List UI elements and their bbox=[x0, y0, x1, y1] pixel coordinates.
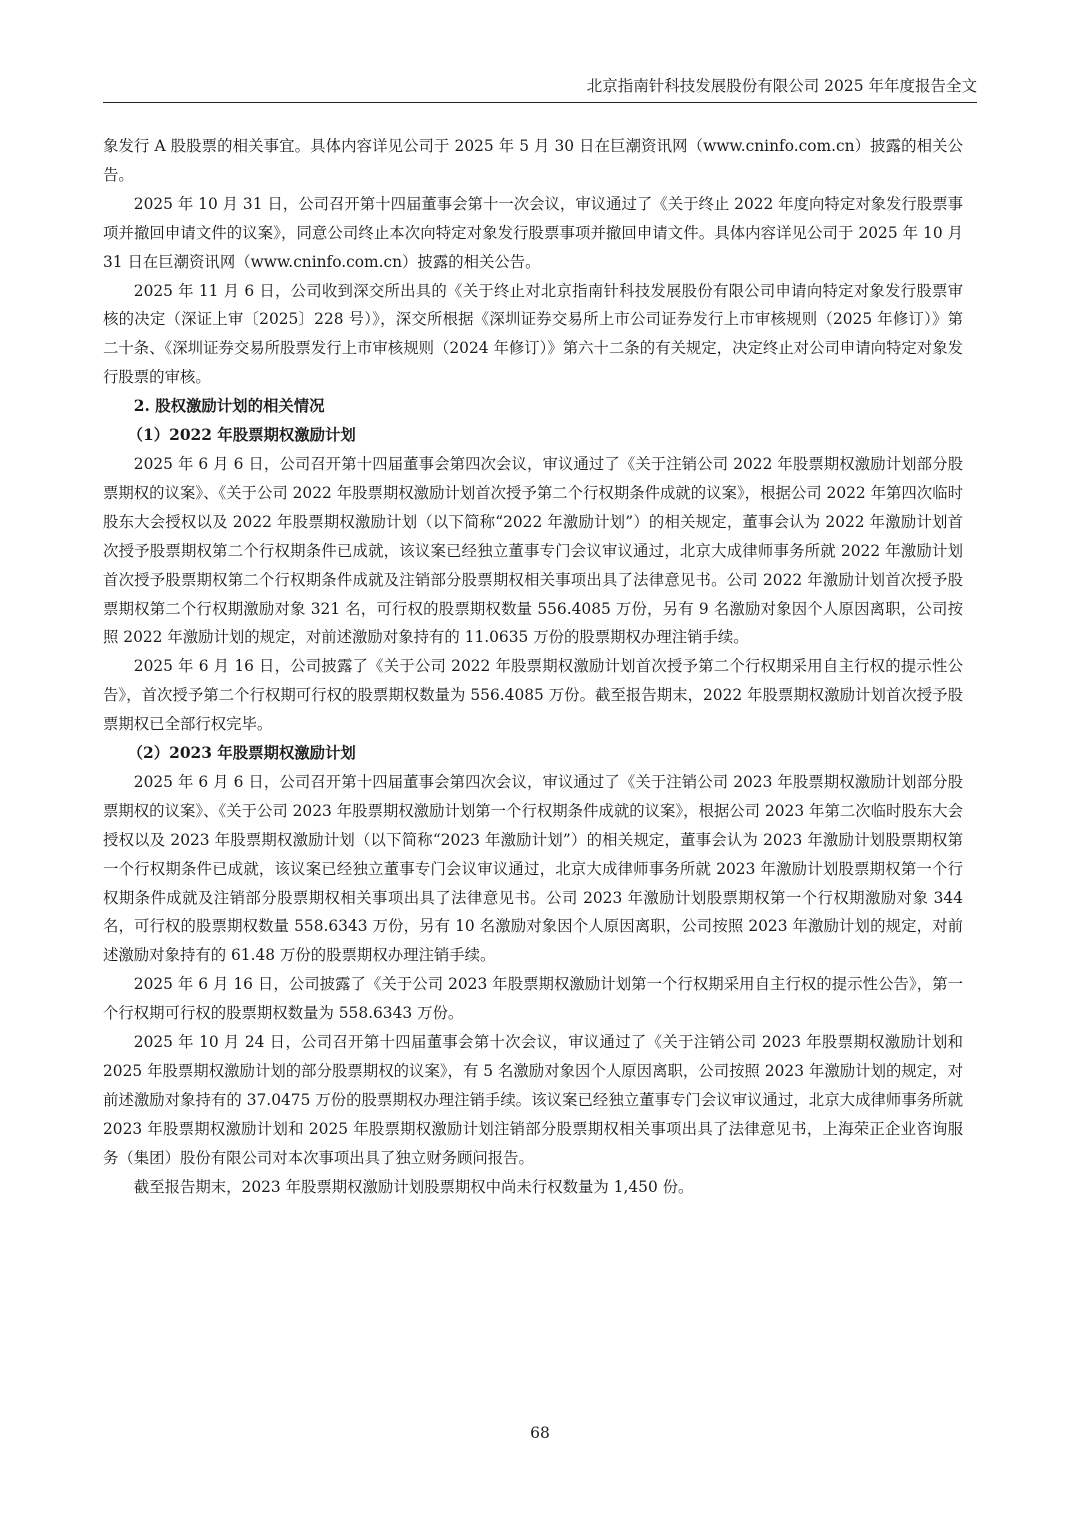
header-divider bbox=[103, 102, 977, 103]
subsection-heading: （2）2023 年股票期权激励计划 bbox=[127, 744, 356, 763]
body-text bbox=[103, 132, 963, 1202]
paragraph: 2025 年 6 月 6 日，公司召开第十四届董事会第四次会议，审议通过了《关于注销公司 2022 年股票期权激励计划部分股票期权的议案》、《关于公司 2022 年股票期权激励计划首次授予第二个行权期条件成就的议案》，根据公司 2022 年第四次临时股东大会授权以及 2022 年股票期权激励计划（以下简称“2022 年激励计划”）的相关规定，董事会认为 2022 年激励计划首次授予股票期权第二个行权期条件已成就，该议案已经独立董事专门会议审议通过，北京大成律师事务所就 2022 年激励计划首次授予股票期权第二个行权期条件成就及注销部分股票期权相关事项出具了法律意见书。公司 2022 年激励计划首次授予股票期权第二个行权期激励对象 321 名，可行权的股票期权数量 556.4085 万份，另有 9 名激励对象因个人原因离职，公司按照 2022 年激励计划的规定，对前述激励对象持有的 11.0635 万份的股票期权办理注销手续。 bbox=[103, 454, 963, 647]
subsection-heading: （1）2022 年股票期权激励计划 bbox=[127, 426, 356, 445]
paragraph: 2025 年 6 月 6 日，公司召开第十四届董事会第四次会议，审议通过了《关于注销公司 2023 年股票期权激励计划部分股票期权的议案》、《关于公司 2023 年股票期权激励计划第一个行权期条件成就的议案》，根据公司 2023 年第二次临时股东大会授权以及 2023 年股票期权激励计划（以下简称“2023 年激励计划”）的相关规定，董事会认为 2023 年激励计划股票期权第一个行权期条件已成就，该议案已经独立董事专门会议审议通过，北京大成律师事务所就 2023 年激励计划股票期权第一个行权期条件成就及注销部分股票期权相关事项出具了法律意见书。公司 2023 年激励计划股票期权第一个行权期激励对象 344 名，可行权的股票期权数量 558.6343 万份，另有 10 名激励对象因个人原因离职，公司按照 2023 年激励计划的规定，对前述激励对象持有的 61.48 万份的股票期权办理注销手续。 bbox=[103, 772, 963, 965]
page-header: 北京指南针科技发展股份有限公司 2025 年年度报告全文 bbox=[586, 77, 977, 95]
paragraph-continuation: 象发行 A 股股票的相关事宜。具体内容详见公司于 2025 年 5 月 30 日在巨潮资讯网（www.cninfo.com.cn）披露的相关公告。 bbox=[103, 137, 963, 184]
paragraph: 2025 年 11 月 6 日，公司收到深交所出具的《关于终止对北京指南针科技发展股份有限公司申请向特定对象发行股票审核的决定（深证上审〔2025〕228 号）》，深交所根据《深圳证券交易所上市公司证券发行上市审核规则（2025 年修订）》第二十条、《深圳证券交易所股票发行上市审核规则（2024 年修订）》第六十二条的有关规定，决定终止对公司申请向特定对象发行股票的审核。 bbox=[103, 281, 963, 387]
section-heading: 2. 股权激励计划的相关情况 bbox=[133, 397, 325, 416]
paragraph: 2025 年 10 月 31 日，公司召开第十四届董事会第十一次会议，审议通过了《关于终止 2022 年度向特定对象发行股票事项并撤回申请文件的议案》，同意公司终止本次向特定对象发行股票事项并撤回申请文件。具体内容详见公司于 2025 年 10 月 31 日在巨潮资讯网（www.cninfo.com.cn）披露的相关公告。 bbox=[103, 194, 963, 271]
paragraph: 2025 年 6 月 16 日，公司披露了《关于公司 2022 年股票期权激励计划首次授予第二个行权期采用自主行权的提示性公告》，首次授予第二个行权期可行权的股票期权数量为 556.4085 万份。截至报告期末，2022 年股票期权激励计划首次授予股票期权已全部行权完毕。 bbox=[103, 657, 963, 734]
paragraph: 2025 年 10 月 24 日，公司召开第十四届董事会第十次会议，审议通过了《关于注销公司 2023 年股票期权激励计划和 2025 年股票期权激励计划的部分股票期权的议案》，有 5 名激励对象因个人原因离职，公司按照 2023 年激励计划的规定，对前述激励对象持有的 37.0475 万份的股票期权办理注销手续。该议案已经独立董事专门会议审议通过，北京大成律师事务所就 2023 年股票期权激励计划和 2025 年股票期权激励计划注销部分股票期权相关事项出具了法律意见书，上海荣正企业咨询服务（集团）股份有限公司对本次事项出具了独立财务顾问报告。 bbox=[103, 1033, 963, 1167]
paragraph: 截至报告期末，2023 年股票期权激励计划股票期权中尚未行权数量为 1,450 份。 bbox=[133, 1177, 694, 1196]
paragraph: 2025 年 6 月 16 日，公司披露了《关于公司 2023 年股票期权激励计划第一个行权期采用自主行权的提示性公告》，第一个行权期可行权的股票期权数量为 558.6343 万份。 bbox=[103, 975, 963, 1023]
page-number: 68 bbox=[530, 1424, 550, 1442]
